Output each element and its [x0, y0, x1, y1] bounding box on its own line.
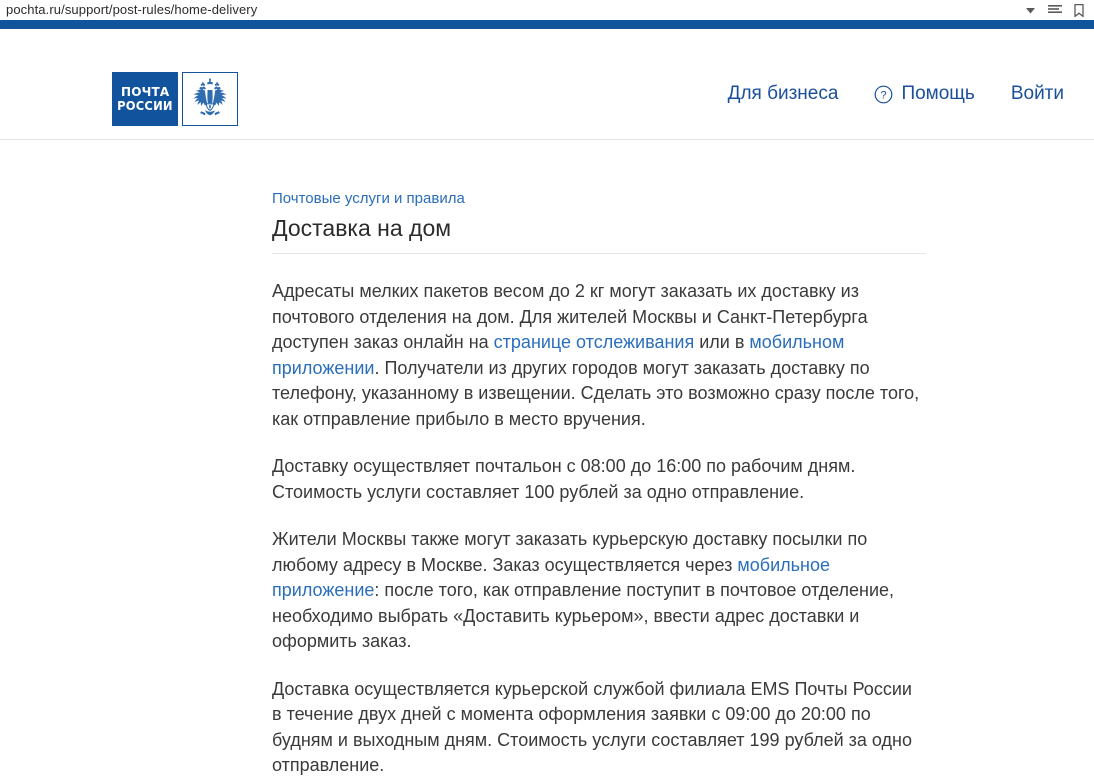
bookmark-icon[interactable] — [1074, 4, 1084, 17]
header-navigation — [728, 83, 1064, 105]
paragraph-2: Доставку осуществляет почтальон с 08:00 до 16:00 по рабочим дням. Стоимость услуги составляет 100 рублей за одно отправление. — [272, 456, 856, 502]
article — [272, 189, 926, 779]
question-circle-icon — [874, 85, 893, 104]
nav-help[interactable] — [874, 83, 974, 105]
mobile-app-link-2[interactable]: мобильное приложение — [272, 554, 831, 600]
paragraph-3 — [272, 527, 926, 655]
logo-line-2: РОССИИ — [117, 99, 173, 113]
p3-text-part-2: : после того, как отправление поступит в почтовое отделение, необходимо выбрать «Доставить курьером», ввести адрес доставки и оформить заказ. — [272, 580, 895, 651]
nav-login-label: Войти — [1010, 83, 1064, 104]
svg-text:?: ? — [880, 89, 887, 102]
nav-login[interactable] — [1011, 83, 1064, 105]
nav-for-business-label: Для бизнеса — [727, 83, 839, 104]
nav-for-business[interactable] — [728, 83, 839, 105]
double-headed-eagle-emblem — [182, 72, 238, 126]
browser-accent-strip — [0, 20, 1094, 29]
browser-toolbar-icons — [1025, 4, 1090, 17]
p1-text-part-2: или в — [694, 332, 750, 352]
paragraph-4: Доставка осуществляется курьерской службой филиала EMS Почты России в течение двух дней с момента оформления заявки с 09:00 до 20:00 по будням и выходным дням. Стоимость услуги составляет 199 рублей за одно отправление. — [272, 678, 912, 775]
chevron-down-icon[interactable] — [1025, 5, 1036, 16]
paragraph-1 — [272, 279, 926, 432]
page-title: Доставка на дом — [272, 215, 452, 241]
logo-wordmark — [112, 72, 178, 126]
main-content — [0, 140, 1094, 779]
p3-text-part-1: Жители Москвы также могут заказать курьерскую доставку посылки по любому адресу в Москве. Заказ осуществляется через — [272, 529, 868, 575]
browser-toolbar — [0, 0, 1094, 20]
tracking-page-link[interactable]: странице отслеживания — [493, 332, 695, 352]
nav-help-label: Помощь — [901, 83, 975, 104]
logo-line-1: ПОЧТА — [120, 84, 170, 99]
p1-text-part-3: . Получатели из других городов могут заказать доставку по телефону, указанному в извещении. Сделать это возможно сразу после того, как отправление прибыло в место вручения. — [272, 357, 920, 429]
russian-post-logo[interactable] — [112, 72, 238, 126]
title-divider — [272, 253, 926, 254]
reader-menu-icon[interactable] — [1048, 4, 1062, 16]
p1-text-part-1: Адресаты мелких пакетов весом до 2 кг могут заказать их доставку из почтового отделения на дом. Для жителей Москвы и Санкт-Петербурга доступен заказ онлайн на — [272, 281, 868, 352]
site-header — [0, 29, 1094, 140]
mobile-app-link-1[interactable]: мобильном приложении — [272, 332, 845, 378]
breadcrumb-link[interactable]: Почтовые услуги и правила — [272, 190, 465, 207]
address-bar-url[interactable]: pochta.ru/support/post-rules/home-delivery — [6, 2, 258, 17]
